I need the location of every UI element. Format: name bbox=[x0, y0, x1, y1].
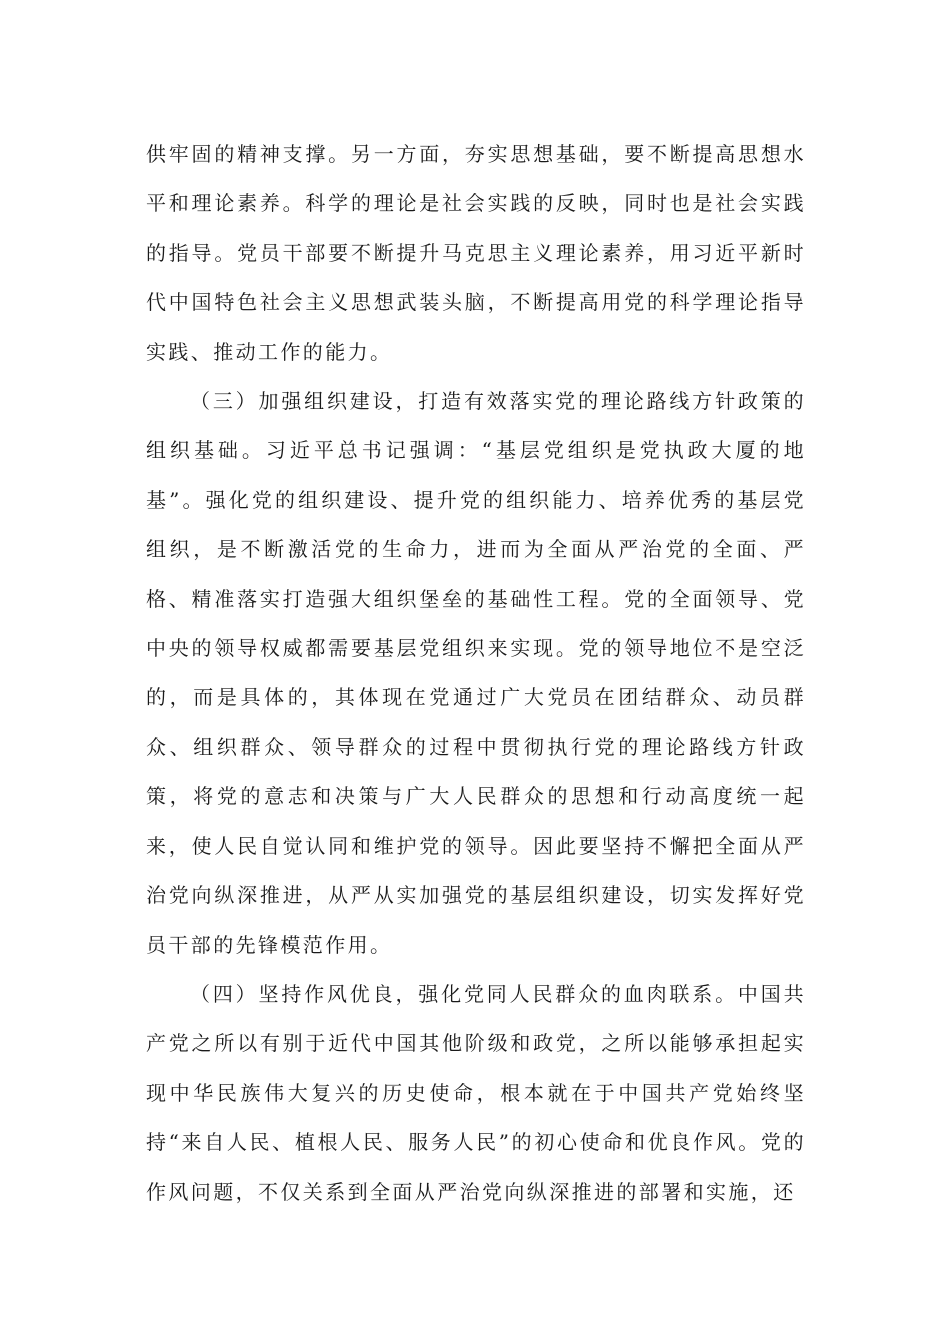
document-body bbox=[146, 130, 806, 1217]
paragraph-section-three: （三）加强组织建设，打造有效落实党的理论路线方针政策的组织基础。习近平总书记强调：“基层党组织是党执政大厦的地基”。强化党的组织建设、提升党的组织能力、培养优秀的基层党组织，是不断激活党的生命力，进而为全面从严治党的全面、严格、精准落实打造强大组织堡垒的基础性工程。党的全面领导、党中央的领导权威都需要基层党组织来实现。党的领导地位不是空泛的，而是具体的，其体现在党通过广大党员在团结群众、动员群众、组织群众、领导群众的过程中贯彻执行党的理论路线方针政策，将党的意志和决策与广大人民群众的思想和行动高度统一起来，使人民自觉认同和维护党的领导。因此要坚持不懈把全面从严治党向纵深推进，从严从实加强党的基层组织建设，切实发挥好党员干部的先锋模范作用。 bbox=[146, 389, 806, 957]
paragraph-section-four: （四）坚持作风优良，强化党同人民群众的血肉联系。中国共产党之所以有别于近代中国其他阶级和政党，之所以能够承担起实现中华民族伟大复兴的历史使命，根本就在于中国共产党始终坚持“来自人民、植根人民、服务人民”的初心使命和优良作风。党的作风问题，不仅关系到全面从严治党向纵深推进的部署和实施，还 bbox=[146, 981, 806, 1204]
paragraph-continuation: 供牢固的精神支撑。另一方面，夯实思想基础，要不断提高思想水平和理论素养。科学的理论是社会实践的反映，同时也是社会实践的指导。党员干部要不断提升马克思主义理论素养，用习近平新时代中国特色社会主义思想武装头脑，不断提高用党的科学理论指导实践、推动工作的能力。 bbox=[146, 142, 806, 364]
